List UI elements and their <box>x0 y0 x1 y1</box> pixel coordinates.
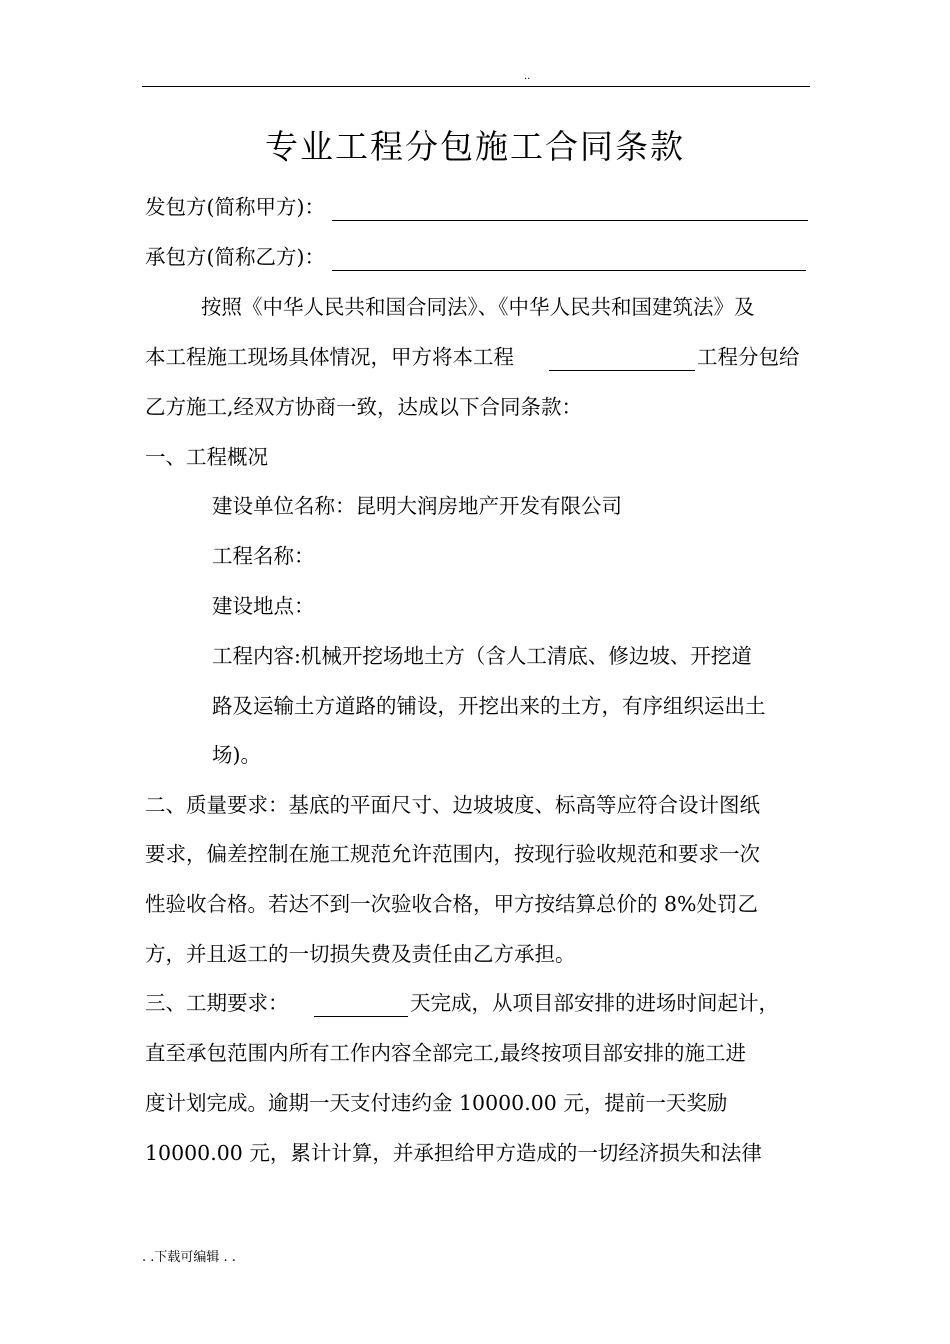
quality-line-2: 要求，偏差控制在施工规范允许范围内，按现行验收规范和要求一次 <box>145 842 760 866</box>
schedule-line-3: 度计划完成。逾期一天支付违约金 10000.00 元，提前一天奖励 <box>145 1091 728 1115</box>
project-blank <box>549 370 695 371</box>
party-b-blank <box>332 270 806 271</box>
schedule-line-2: 直至承包范围内所有工作内容全部完工,最终按项目部安排的施工进 <box>145 1041 747 1065</box>
content-line-2: 路及运输土方道路的铺设，开挖出来的土方，有序组织运出土 <box>212 694 766 718</box>
schedule-line-1a: 三、工期要求： <box>145 991 289 1015</box>
party-b-label: 承包方(简称乙方)： <box>145 245 325 269</box>
days-blank <box>314 1016 408 1017</box>
party-a-label: 发包方(简称甲方)： <box>145 195 325 219</box>
project-name-line: 工程名称： <box>212 544 315 568</box>
quality-line-4: 方，并且返工的一切损失费及责任由乙方承担。 <box>145 942 576 966</box>
intro-line-1: 按照《中华人民共和国合同法》、《中华人民共和国建筑法》及 <box>201 295 755 319</box>
owner-line: 建设单位名称：昆明大润房地产开发有限公司 <box>212 494 622 518</box>
intro-line-3: 乙方施工,经双方协商一致，达成以下合同条款： <box>145 395 583 419</box>
schedule-line-4: 10000.00 元，累计计算，并承担给甲方造成的一切经济损失和法律 <box>145 1141 762 1165</box>
party-a-blank <box>332 220 808 221</box>
content-line-3: 场)。 <box>212 743 261 767</box>
header-dots: .. <box>524 71 531 82</box>
quality-line-1: 二、质量要求：基底的平面尺寸、边坡坡度、标高等应符合设计图纸 <box>145 793 760 817</box>
intro-line-2b: 工程分包给 <box>697 345 800 369</box>
footer-note: . .下载可编辑 . . <box>142 1250 236 1265</box>
header-rule <box>142 86 810 87</box>
content-line-1: 工程内容:机械开挖场地土方（含人工清底、修边坡、开挖道 <box>212 644 752 668</box>
section-1-heading: 一、工程概况 <box>145 445 268 469</box>
intro-line-2a: 本工程施工现场具体情况，甲方将本工程 <box>145 345 514 369</box>
schedule-line-1b: 天完成，从项目部安排的进场时间起计， <box>410 991 779 1015</box>
location-line: 建设地点： <box>212 594 315 618</box>
document-title: 专业工程分包施工合同条款 <box>265 127 685 166</box>
quality-line-3: 性验收合格。若达不到一次验收合格，甲方按结算总价的 8%处罚乙 <box>145 892 759 916</box>
